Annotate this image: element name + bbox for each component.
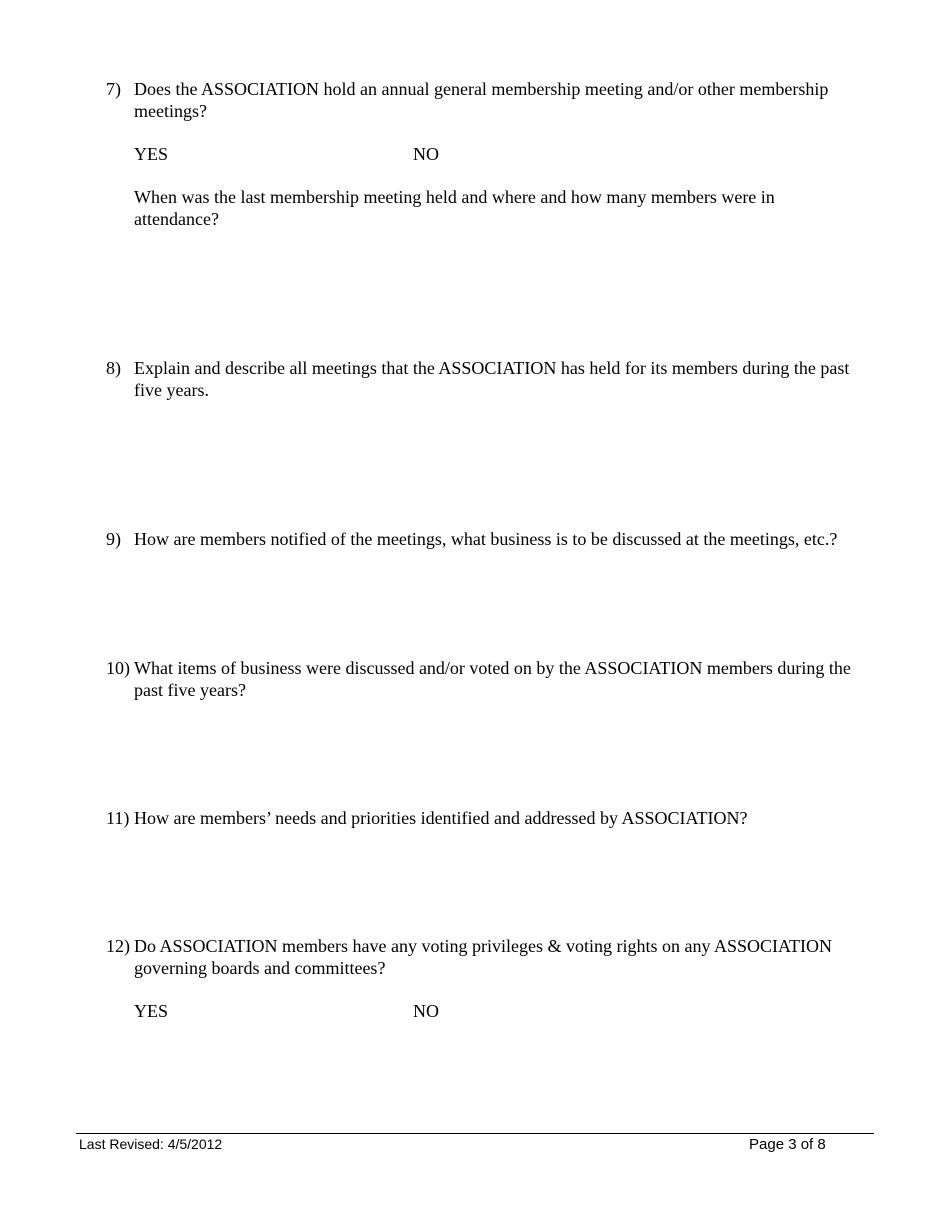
question-text: How are members’ needs and priorities identified and addressed by ASSOCIATION? xyxy=(134,808,748,828)
footer-divider xyxy=(76,1133,874,1134)
question-number: 10) xyxy=(106,658,130,678)
no-option: NO xyxy=(413,1001,439,1021)
question-number: 8) xyxy=(106,358,121,378)
question-11 xyxy=(106,807,876,829)
yes-option: YES xyxy=(134,144,169,164)
question-text: How are members notified of the meetings, what business is to be discussed at the meetings, etc.? xyxy=(134,529,838,549)
question-9 xyxy=(106,528,876,550)
question-number: 11) xyxy=(106,808,130,828)
yes-option: YES xyxy=(134,1001,169,1021)
question-number: 12) xyxy=(106,936,130,956)
question-text: Explain and describe all meetings that the ASSOCIATION has held for its members during the past five years. xyxy=(134,358,850,400)
question-12 xyxy=(106,935,876,979)
question-7 xyxy=(106,78,876,122)
question-8 xyxy=(106,357,876,401)
question-text: What items of business were discussed and/or voted on by the ASSOCIATION members during the past five years? xyxy=(134,658,851,700)
question-10 xyxy=(106,657,876,701)
question-number: 7) xyxy=(106,79,121,99)
page-number: Page 3 of 8 xyxy=(749,1136,826,1153)
no-option: NO xyxy=(413,144,439,164)
question-number: 9) xyxy=(106,529,121,549)
question-text: Does the ASSOCIATION hold an annual general membership meeting and/or other membership meetings? xyxy=(134,79,829,121)
question-text: Do ASSOCIATION members have any voting privileges & voting rights on any ASSOCIATION governing boards and committees? xyxy=(134,936,832,978)
last-revised: Last Revised: 4/5/2012 xyxy=(79,1136,223,1152)
followup-question: When was the last membership meeting held and where and how many members were in attendance? xyxy=(134,187,775,229)
